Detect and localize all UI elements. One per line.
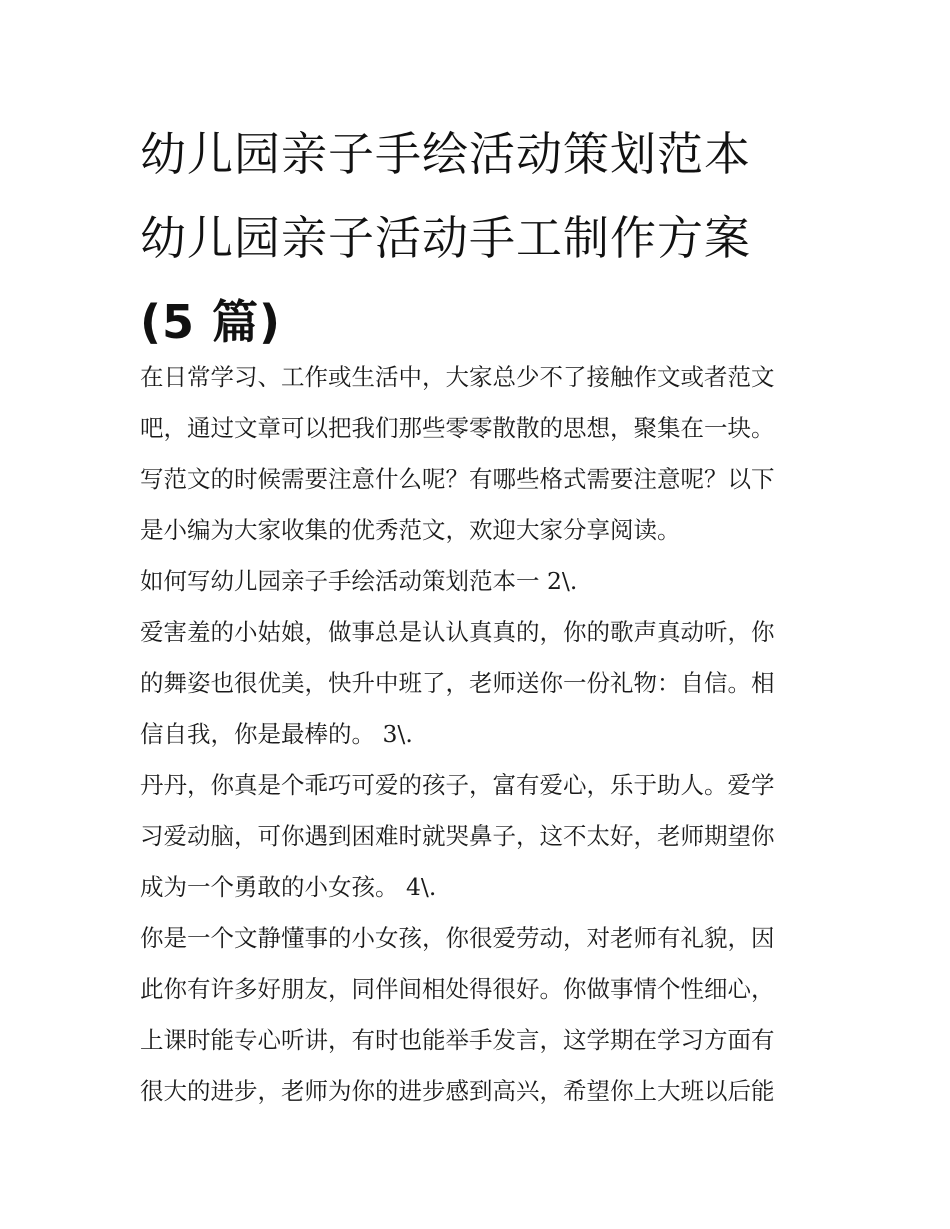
body-line: 此你有许多好朋友，同伴间相处得很好。你做事情个性细心，	[140, 975, 775, 1003]
title-line-2: 幼儿园亲子活动手工制作方案	[140, 211, 751, 265]
body-line: 在日常学习、工作或生活中，大家总少不了接触作文或者范文	[140, 363, 775, 391]
body-line: 习爱动脑，可你遇到困难时就哭鼻子，这不太好，老师期望你	[140, 822, 775, 850]
body-line: 成为一个勇敢的小女孩。 4\.	[140, 873, 437, 901]
title-line-1: 幼儿园亲子手绘活动策划范本	[140, 127, 751, 181]
body-line: 很大的进步，老师为你的进步感到高兴，希望你上大班以后能	[140, 1077, 775, 1105]
title-line-3: (5 篇)	[140, 295, 282, 349]
body-line: 是小编为大家收集的优秀范文，欢迎大家分享阅读。	[140, 516, 681, 544]
body-line: 写范文的时候需要注意什么呢？有哪些格式需要注意呢？以下	[140, 465, 775, 493]
body-line: 信自我，你是最棒的。 3\.	[140, 720, 413, 748]
body-line: 你是一个文静懂事的小女孩，你很爱劳动，对老师有礼貌，因	[140, 924, 775, 952]
document-body	[140, 352, 830, 1117]
body-line: 爱害羞的小姑娘，做事总是认认真真的，你的歌声真动听，你	[140, 618, 775, 646]
body-line: 吧，通过文章可以把我们那些零零散散的思想，聚集在一块。	[140, 414, 775, 442]
body-line: 上课时能专心听讲，有时也能举手发言，这学期在学习方面有	[140, 1026, 775, 1054]
body-line: 丹丹，你真是个乖巧可爱的孩子，富有爱心，乐于助人。爱学	[140, 771, 775, 799]
body-line: 的舞姿也很优美，快升中班了，老师送你一份礼物：自信。相	[140, 669, 775, 697]
section-heading: 如何写幼儿园亲子手绘活动策划范本一 2\.	[140, 567, 578, 595]
document-title	[140, 112, 840, 364]
